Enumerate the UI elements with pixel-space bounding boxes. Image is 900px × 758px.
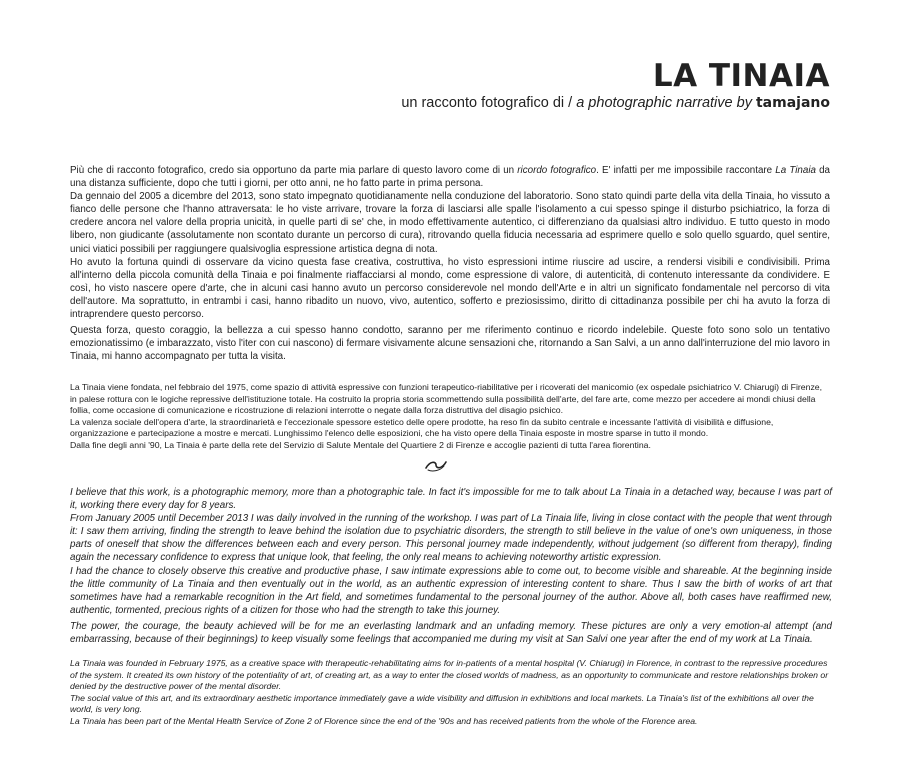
italian-info-block	[70, 382, 830, 451]
italian-paragraph-4: Questa forza, questo coraggio, la bellezza a cui spesso hanno condotto, saranno per me riferimento continuo e ricordo indelebile. Queste foto sono solo un tentativo emozionatissimo (e imbarazzato, visto l'iter con cui nascono) di fermare visivamente alcune sensazioni che, ritornando a San Salvi, a un anno dall'interruzione del mio lavoro in Tinaia, mi hanno accompagnato per tutta la visita.	[70, 325, 830, 363]
subtitle-italian: un racconto fotografico di /	[401, 95, 577, 111]
subtitle-english: a photographic narrative by	[576, 95, 752, 111]
english-info-line-1: La Tinaia was founded in February 1975, as a creative space with therapeutic-rehabilitating aims for in-patients of a mental hospital (V. Chiarugi) in Florence, in contrast to the repressive procedures of the system. It created its own history of the potentiality of art, of creating art, as a way to enter the closed worlds of madness, as an opportunity to communicate and restore relationships broken or denied by the destructive power of the mental disorder.	[70, 658, 829, 691]
page-subtitle	[401, 95, 830, 111]
page-title: LA TINAIA	[652, 58, 830, 94]
italian-narrative	[70, 164, 830, 363]
english-paragraph-4: The power, the courage, the beauty achieved will be for me an everlasting landmark and an unfading memory. These pictures are only a very emotion-al attempt (and embarrassing, because of their beginnings) to keep visually some feelings that accompanied me during my visit at San Salvi one year after the end of my work at La Tinaia.	[70, 620, 832, 646]
italian-paragraph-2: Da gennaio del 2005 a dicembre del 2013, sono stato impegnato quotidianamente nella conduzione del laboratorio. Sono stato quindi parte della vita della Tinaia, ho vissuto a fianco delle persone che l'hanno attraversata: le ho viste arrivare, trovare la forza di lasciarsi alle spalle l'isolamento a cui spesso spinge il disturbo psichiatrico, la forza di credere ancora nel valore della propria unicità, in quelle parti di se' che, in modo effettivamente autentico, ci differenziano da qualsiasi altro individuo. E tutto questo in modo libero, non giudicante (assolutamente non scontato durante un percorso di cura), ritrovando quella fiducia necessaria ad esprimere quello e solo quello sguardo, quel sentire, unici viatici possibili per raggiungere qualsivoglia espressione artistica degna di nota.	[70, 191, 830, 255]
english-paragraph-3: I had the chance to closely observe this creative and productive phase, I saw intimate expressions able to come out, to become visible and shareable. At the beginning inside the little community of La Tinaia and then eventually out in the world, as an authentic expression of interesting content to share. Thus I saw the birth of works of art that sometimes have had a remarkable recognition in the Art field, and sometimes fundamental to the personal journey of the author. Above all, both cases have reaffirmed new, authentic, tormented, precious rights of a citizen for those who had the strength to take this journey.	[70, 565, 832, 616]
english-info-block	[70, 658, 832, 727]
italian-paragraph-3: Ho avuto la fortuna quindi di osservare da vicino questa fase creativa, costruttiva, ho visto espressioni intime riuscire ad uscire, a rendersi visibili e condivisibili. Prima all'interno della piccola comunità della Tinaia e poi finalmente riaffacciarsi al mondo, come espressione di valore, di autenticità, di contenuto interessante da condividere. E così, ho visto nascere opere d'arte, che in alcuni casi hanno avuto un percorso considerevole nel mondo dell'Arte e in altri un significato fondamentale nel percorso di vita dell'autore. Ma soprattutto, in entrambi i casi, hanno ribadito un nuovo, vivo, autentico, sofferto e preziosissimo, diritto di cittadinanza possibile per chi ha avuto la forza di intraprendere questo percorso.	[70, 256, 830, 321]
italian-info-line-3: Dalla fine degli anni '90, La Tinaia è parte della rete del Servizio di Salute Mentale del Quartiere 2 di Firenze e accoglie pazienti di tutta l'area fiorentina.	[70, 439, 651, 450]
english-narrative	[70, 486, 832, 646]
italian-info-line-2: La valenza sociale dell'opera d'arte, la straordinarietà e l'eccezionale spessore estetico delle opere prodotte, ha reso fin da subito centrale e incessante l'attività di visibilità e diffusione, organizzazione e partecipazione a mostre e mercati. Lunghissimo l'elenco delle esposizioni, che ha visto opere della Tinaia esposte in mostre sparse in tutto il mondo.	[70, 416, 774, 438]
italian-info-line-1: La Tinaia viene fondata, nel febbraio del 1975, come spazio di attività espressive con funzioni terapeutico-riabilitative per i ricoverati del manicomio (ex ospedale psichiatrico V. Chiarugi) di Firenze, in palese rottura con le logiche repressive dell'istituzione totale. Ha costruito la propria storia scommettendo sulla possibilità dell'arte, del fare arte, come mezzo per accedere ai mondi chiusi della follia, come occasione di comunicazione e ricostruzione di relazioni interrotte o negate dalla forza distruttiva del disagio psichico.	[70, 382, 823, 415]
english-paragraph-2: From January 2005 until December 2013 I was daily involved in the running of the workshop. I was part of La Tinaia life, living in close contact with the people that went through it: I saw them arriving, finding the strength to leave behind the isolation due to psychiatric disorders, the strength to still believe in the value of one's own uniqueness, in those parts of oneself that show the differences between each and every person. This personal journey made independently, without judgement (so different from therapy), finding again the necessary confidence to express that unique look, that feeling, the only real means to achieving noteworthy artistic expression.	[70, 513, 832, 564]
swash-ornament-icon	[424, 457, 448, 473]
english-info-line-2: The social value of this art, and its extraordinary aesthetic importance immediately gave a wide visibility and diffusion in exhibitions and local markets. La Tinaia's list of the exhibitions all over the world, is very long.	[70, 692, 814, 714]
italian-paragraph-1: Più che di racconto fotografico, credo sia opportuno da parte mia parlare di questo lavoro come di un ricordo fotografico. E' infatti per me impossibile raccontare La Tinaia da una distanza sufficiente, dopo che tutti i giorni, per otto anni, ne ho fatto parte in prima persona.	[70, 165, 831, 190]
author-name: tamajano	[755, 95, 830, 111]
english-info-line-3: La Tinaia has been part of the Mental Health Service of Zone 2 of Florence since the end of the '90s and has received patients from the whole of the Florence area.	[70, 715, 698, 726]
english-paragraph-1: I believe that this work, is a photographic memory, more than a photographic tale. In fact it's impossible for me to talk about La Tinaia in a detached way, because I was part of it, working there every day for 8 years.	[70, 487, 832, 512]
